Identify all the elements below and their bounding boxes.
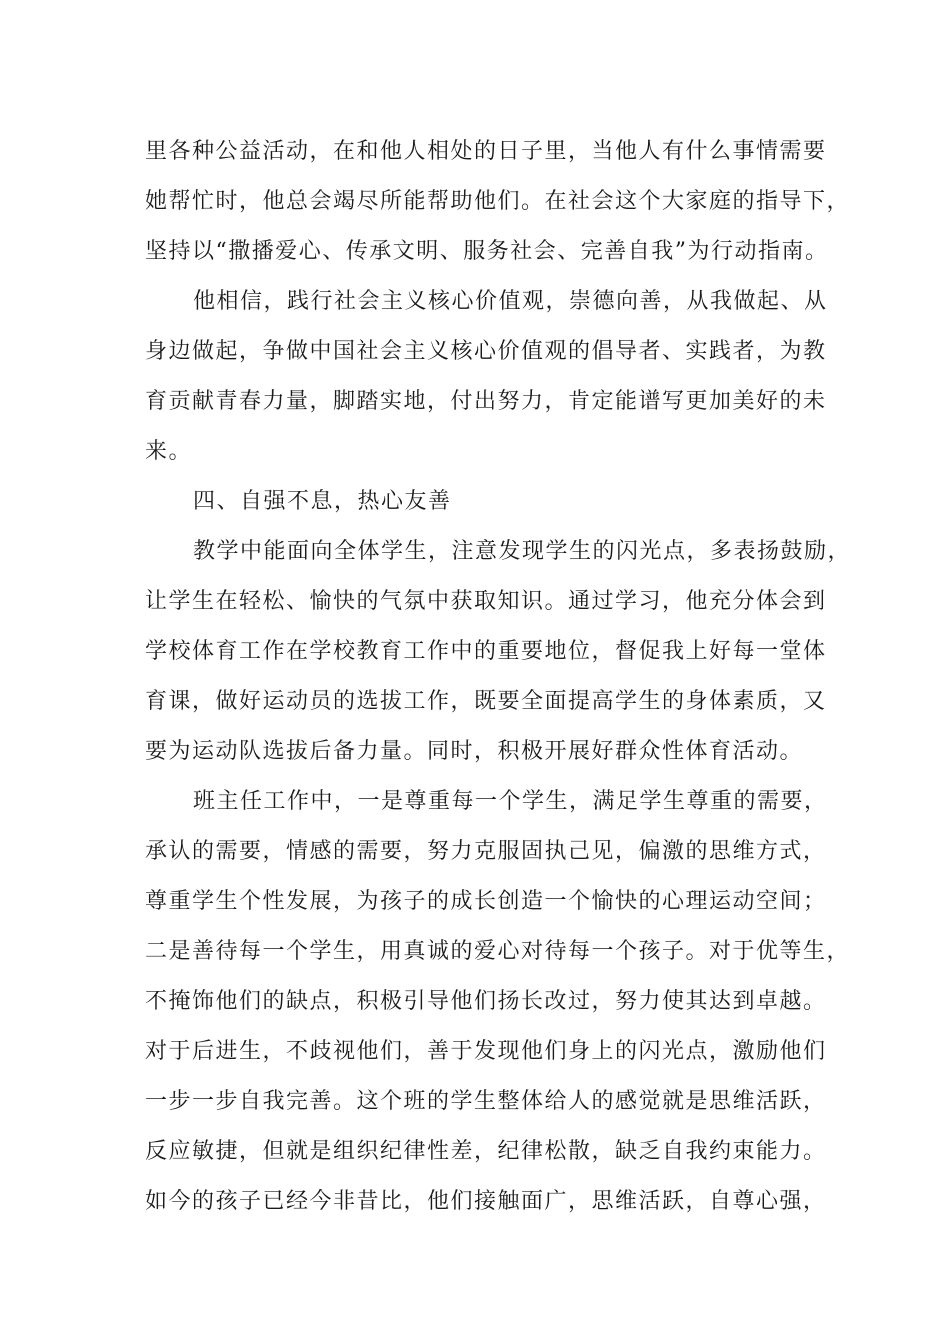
text-line: 二是善待每一个学生，用真诚的爱心对待每一个孩子。对于优等生，: [145, 939, 851, 964]
text-line: 反应敏捷，但就是组织纪律性差，纪律松散，缺乏自我约束能力。: [145, 1139, 827, 1164]
text-line: 让学生在轻松、愉快的气氛中获取知识。通过学习，他充分体会到: [145, 589, 827, 614]
text-line: 他相信，践行社会主义核心价值观，崇德向善，从我做起、从: [193, 289, 828, 314]
section-heading: 四、自强不息，热心友善: [193, 489, 452, 514]
text-line: 教学中能面向全体学生，注意发现学生的闪光点，多表扬鼓励，: [193, 539, 852, 564]
text-line: 学校体育工作在学校教育工作中的重要地位，督促我上好每一堂体: [145, 639, 827, 664]
text-line: 如今的孩子已经今非昔比，他们接触面广，思维活跃，自尊心强，: [145, 1189, 827, 1214]
text-line: 尊重学生个性发展，为孩子的成长创造一个愉快的心理运动空间；: [145, 889, 827, 914]
text-line: 坚持以“撒播爱心、传承文明、服务社会、完善自我”为行动指南。: [145, 239, 829, 264]
text-line: 一步一步自我完善。这个班的学生整体给人的感觉就是思维活跃，: [145, 1089, 827, 1114]
text-line: 来。: [145, 439, 193, 464]
text-line: 对于后进生，不歧视他们，善于发现他们身上的闪光点，激励他们: [145, 1039, 827, 1064]
text-line: 要为运动队选拔后备力量。同时，积极开展好群众性体育活动。: [145, 739, 804, 764]
text-line: 不掩饰他们的缺点，积极引导他们扬长改过，努力使其达到卓越。: [145, 989, 827, 1014]
text-line: 育课，做好运动员的选拔工作，既要全面提高学生的身体素质，又: [145, 689, 827, 714]
text-line: 育贡献青春力量，脚踏实地，付出努力，肯定能谱写更加美好的未: [145, 389, 827, 414]
text-line: 身边做起，争做中国社会主义核心价值观的倡导者、实践者，为教: [145, 339, 827, 364]
text-line: 她帮忙时，他总会竭尽所能帮助他们。在社会这个大家庭的指导下，: [145, 189, 851, 214]
text-line: 承认的需要，情感的需要，努力克服固执己见，偏激的思维方式，: [145, 839, 827, 864]
text-line: 里各种公益活动，在和他人相处的日子里，当他人有什么事情需要: [145, 139, 827, 164]
text-line: 班主任工作中，一是尊重每一个学生，满足学生尊重的需要，: [193, 789, 828, 814]
